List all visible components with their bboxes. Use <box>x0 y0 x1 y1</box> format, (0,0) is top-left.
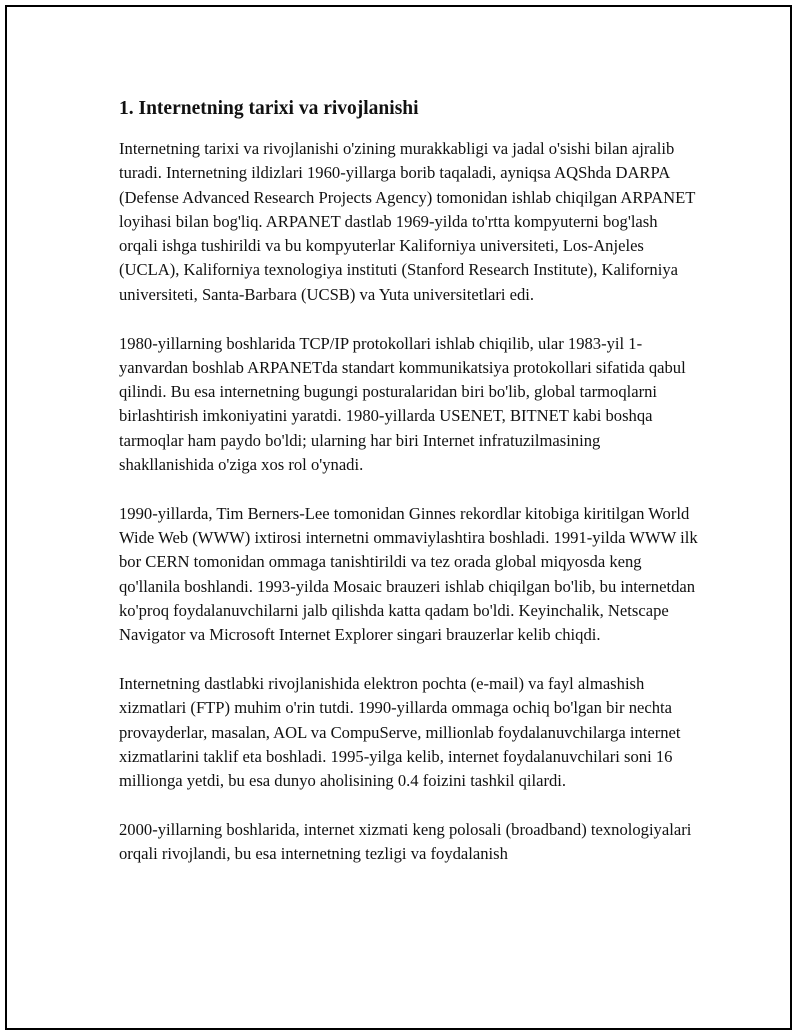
paragraph-arpanet: Internetning tarixi va rivojlanishi o'zining murakkabligi va jadal o'sishi bilan ajralib turadi. Internetning ildizlari 1960-yillarga borib taqaladi, ayniqsa AQShda DARPA (Defense Advanced Research Projects Agency) tomonidan ishlab chiqilgan ARPANET loyihasi bilan bog'liq. ARPANET dastlab 1969-yilda to'rtta kompyuterni bog'lash orqali ishga tushirildi va bu kompyuterlar Kaliforniya universiteti, Los-Anjeles (UCLA), Kaliforniya texnologiya instituti (Stanford Research Institute), Kaliforniya universiteti, Santa-Barbara (UCSB) va Yuta universitetlari edi. <box>119 139 696 304</box>
document-page <box>5 5 792 1030</box>
section-heading: 1. Internetning tarixi va rivojlanishi <box>119 98 419 119</box>
paragraph-email-ftp: Internetning dastlabki rivojlanishida elektron pochta (e-mail) va fayl almashish xizmatlari (FTP) muhim o'rin tutdi. 1990-yillarda ommaga ochiq bo'lgan bir nechta provayderlar, masalan, AOL va CompuServe, millionlab foydalanuvchilarga internet xizmatlarini taklif eta boshladi. 1995-yilga kelib, internet foydalanuvchilari soni 16 millionga yetdi, bu esa dunyo aholisining 0.4 foizini tashkil qilardi. <box>119 674 681 791</box>
paragraph-broadband: 2000-yillarning boshlarida, internet xizmati keng polosali (broadband) texnologiyalari orqali rivojlandi, bu esa internetning tezligi va foydalanish <box>119 820 692 864</box>
paragraph-tcp-ip: 1980-yillarning boshlarida TCP/IP protokollari ishlab chiqilib, ular 1983-yil 1-yanvardan boshlab ARPANETda standart kommunikatsiya protokollari sifatida qabul qilindi. Bu esa internetning bugungi posturalaridan biri bo'lib, global tarmoqlarni birlashtirish imkoniyatini yaratdi. 1980-yillarda USENET, BITNET kabi boshqa tarmoqlar ham paydo bo'ldi; ularning har biri Internet infratuzilmasining shakllanishida o'ziga xos rol o'ynadi. <box>119 333 686 475</box>
document-body <box>119 95 699 891</box>
paragraph-www: 1990-yillarda, Tim Berners-Lee tomonidan Ginnes rekordlar kitobiga kiritilgan World Wide Web (WWW) ixtirosi internetni ommaviylashtira boshladi. 1991-yilda WWW ilk bor CERN tomonidan ommaga tanishtirildi va tez orada global miqyosda keng qo'llanila boshlandi. 1993-yilda Mosaic brauzeri ishlab chiqilgan bo'lib, bu internetdan ko'proq foydalanuvchilarni jalb qilishda katta qadam bo'ldi. Keyinchalik, Netscape Navigator va Microsoft Internet Explorer singari brauzerlar kelib chiqdi. <box>119 503 698 645</box>
